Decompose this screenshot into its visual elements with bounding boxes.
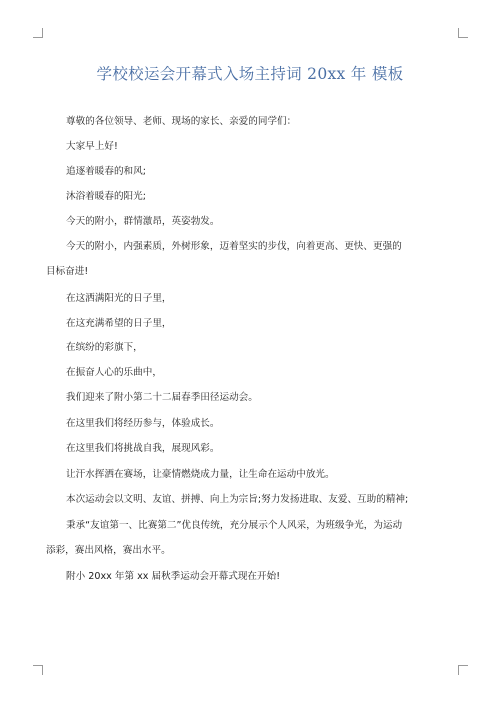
paragraph: 秉承“友谊第一、比赛第二”优良传统，充分展示个人风采，为班级争光，为运动 xyxy=(66,520,403,531)
paragraph: 大家早上好! xyxy=(66,141,118,152)
crop-mark-bottom-right xyxy=(458,665,468,675)
document-title: 学校校运会开幕式入场主持词 20xx 年 模板 xyxy=(96,65,404,83)
paragraph: 目标奋进! xyxy=(46,266,89,277)
crop-mark-top-right xyxy=(458,28,468,38)
paragraph: 尊敬的各位领导、老师、现场的家长、亲爱的同学们： xyxy=(66,116,297,127)
paragraph: 今天的附小，群情激昂，英姿勃发。 xyxy=(66,216,220,227)
paragraph: 沐浴着暖春的阳光; xyxy=(66,191,146,202)
paragraph: 本次运动会以文明、友谊、拼搏、向上为宗旨;努力发扬进取、友爱、互助的精神; xyxy=(66,494,409,505)
paragraph: 在这里我们将挑战自我，展现风彩。 xyxy=(66,443,220,454)
crop-mark-bottom-left xyxy=(33,665,43,675)
paragraph: 在这充满希望的日子里， xyxy=(66,318,172,329)
paragraph: 让汗水挥洒在赛场，让豪情燃烧成力量，让生命在运动中放光。 xyxy=(66,469,335,480)
paragraph: 今天的附小，内强素质，外树形象，迈着坚实的步伐，向着更高、更快、更强的 xyxy=(66,241,402,252)
paragraph: 在缤纷的彩旗下， xyxy=(66,342,143,353)
paragraph: 在这洒满阳光的日子里， xyxy=(66,293,172,304)
paragraph: 附小 20xx 年第 xx 届秋季运动会开幕式现在开始! xyxy=(66,571,281,582)
paragraph: 追逐着暖春的和风; xyxy=(66,166,146,177)
paragraph: 我们迎来了附小第二十二届春季田径运动会。 xyxy=(66,392,258,403)
paragraph: 添彩，赛出风格，赛出水平。 xyxy=(46,545,171,556)
crop-mark-top-left xyxy=(33,28,43,38)
paragraph: 在振奋人心的乐曲中， xyxy=(66,367,162,378)
paragraph: 在这里我们将经历参与，体验成长。 xyxy=(66,418,220,429)
